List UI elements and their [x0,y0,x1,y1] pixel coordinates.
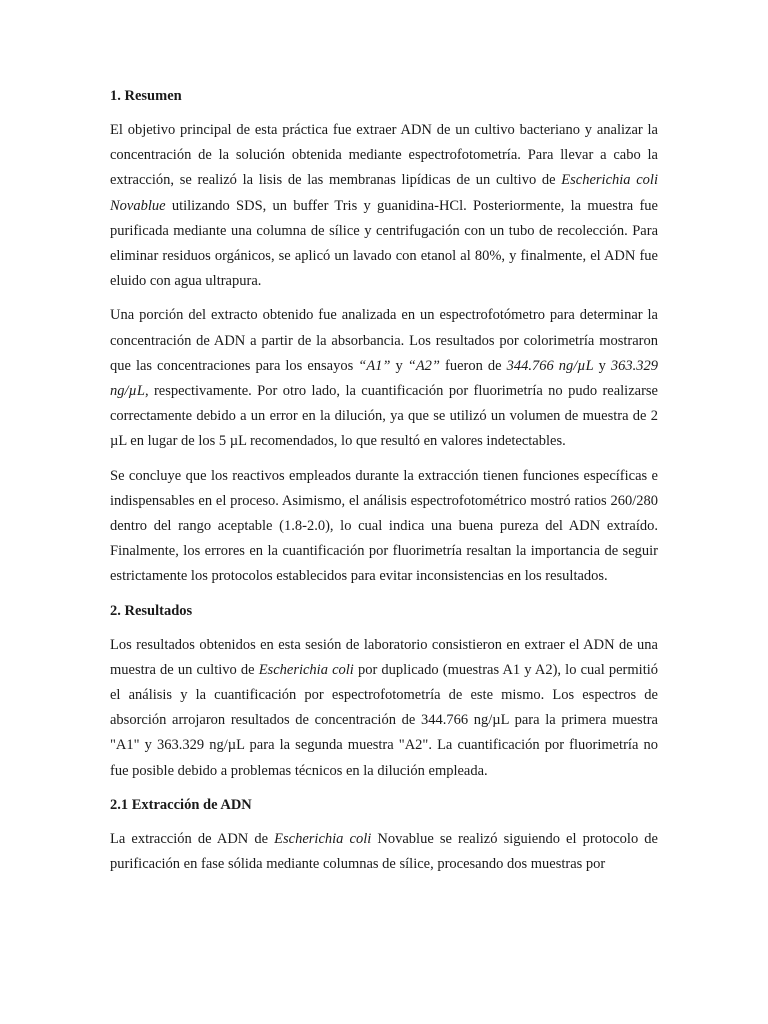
section-heading: 1. Resumen [110,88,182,104]
species-name: Escherichia coli Novablue [110,172,658,214]
paragraph: El objetivo principal de esta práctica fue extraer ADN de un cultivo bacteriano y analizar la concentración de la solución obtenida mediante espectrofotometría. Para llevar a cabo la extracción, se realizó la lisis de las membranas lipídicas de un cultivo de Escherichia coli Novablue utilizando SDS, un buffer Tris y guanidina-HCl. Posteriormente, la muestra fue purificada mediante una columna de sílice y centrifugación con un tubo de recolección. Para eliminar residuos orgánicos, se aplicó un lavado con etanol al 80%, y finalmente, el ADN fue eluido con agua ultrapura. [110,122,658,290]
paragraph: Los resultados obtenidos en esta sesión de laboratorio consistieron en extraer el ADN de una muestra de un cultivo de Escherichia coli por duplicado (muestras A1 y A2), lo cual permitió el análisis y la cuantificación por espectrofotometría de este mismo. Los espectros de absorción arrojaron resultados de concentración de 344.766 ng/µL para la primera muestra "A1" y 363.329 ng/µL para la segunda muestra "A2". La cuantificación por fluorimetría no fue posible debido a problemas técnicos en la dilución empleada. [110,636,658,779]
species-name: Escherichia coli [258,661,354,678]
section-resumen [110,84,658,590]
paragraph: Una porción del extracto obtenido fue analizada en un espectrofotómetro para determinar la concentración de ADN a partir de la absorbancia. Los resultados por colorimetría mostraron que las concentraciones para los ensayos “A1” y “A2” fueron de 344.766 ng/µL y 363.329 ng/µL, respectivamente. Por otro lado, la cuantificación por fluorimetría no pudo realizarse correctamente debido a un error en la dilución, ya que se utilizó un volumen de muestra de 2 µL en lugar de los 5 µL recomendados, lo que resultó en valores indetectables. [110,307,659,450]
species-name: Escherichia coli [274,830,372,847]
sample-label: “A1” [358,357,391,374]
concentration-value: 363.329 ng/µL [110,357,659,400]
sample-label: “A2” [407,357,441,374]
section-extraccion [110,793,658,877]
section-resultados [110,599,658,784]
paragraph: La extracción de ADN de Escherichia coli Novablue se realizó siguiendo el protocolo de purificación en fase sólida mediante columnas de sílice, procesando dos muestras por [110,830,658,873]
paragraph: Se concluye que los reactivos empleados durante la extracción tienen funciones específicas e indispensables en el proceso. Asimismo, el análisis espectrofotométrico mostró ratios 260/280 dentro del rango aceptable (1.8-2.0), lo cual indica una buena pureza del ADN extraído. Finalmente, los errores en la cuantificación por fluorimetría resaltan la importancia de seguir estrictamente los protocolos establecidos para evitar inconsistencias en los resultados. [110,467,658,585]
concentration-value: 344.766 ng/µL [506,357,594,374]
section-heading: 2. Resultados [110,602,193,619]
document-page [110,84,658,886]
section-heading: 2.1 Extracción de ADN [110,796,252,813]
